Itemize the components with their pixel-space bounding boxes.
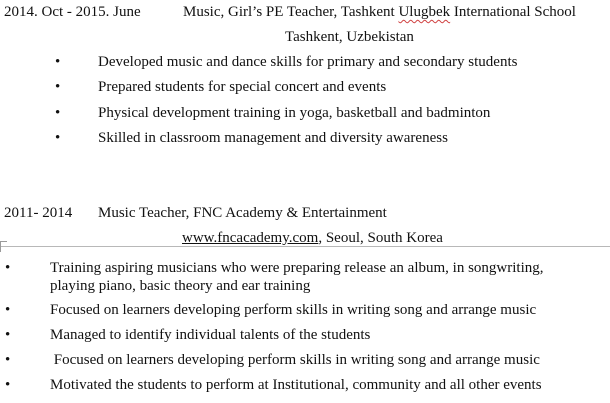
page-margin-marker xyxy=(0,241,7,252)
job1-dates: 2014. Oct - 2015. June xyxy=(4,4,141,20)
website-link[interactable]: www.fncacademy.com xyxy=(182,230,319,246)
bullet-marker: • xyxy=(5,377,11,393)
bullet-marker: • xyxy=(5,352,11,368)
bullet-marker: • xyxy=(55,79,61,95)
job1-title xyxy=(183,3,576,21)
bullet-marker: • xyxy=(5,302,11,318)
job2-location: , Seoul, South Korea xyxy=(318,230,443,246)
list-item: Training aspiring musicians who were preparing release an album, in songwriting, playing piano, basic theory and ear training xyxy=(50,260,544,294)
list-item: Motivated the students to perform at Institutional, community and all other events xyxy=(50,377,542,393)
list-item: Prepared students for special concert and events xyxy=(98,79,387,95)
bullet-marker: • xyxy=(5,260,11,276)
list-item: Skilled in classroom management and diversity awareness xyxy=(98,130,448,146)
job1-location: Tashkent, Uzbekistan xyxy=(285,29,414,45)
bullet-marker: • xyxy=(55,130,61,146)
page-break-line xyxy=(0,246,610,247)
job2-location-line xyxy=(182,229,443,247)
job1-title-flagged-word: Ulugbek xyxy=(398,4,451,20)
bullet-marker: • xyxy=(55,54,61,70)
bullet-marker: • xyxy=(55,105,61,121)
bullet-marker: • xyxy=(5,327,11,343)
list-item: Focused on learners developing perform skills in writing song and arrange music xyxy=(50,302,537,318)
job1-title-end: International School xyxy=(450,4,576,20)
list-item: Managed to identify individual talents of the students xyxy=(50,327,371,343)
job2-dates: 2011- 2014 xyxy=(4,205,73,221)
list-item: Focused on learners developing perform skills in writing song and arrange music xyxy=(50,352,540,368)
job1-title-start: Music, Girl’s PE Teacher, Tashkent xyxy=(183,4,399,20)
list-item: Developed music and dance skills for primary and secondary students xyxy=(98,54,518,70)
job2-title: Music Teacher, FNC Academy & Entertainment xyxy=(98,205,387,221)
list-item: Physical development training in yoga, basketball and badminton xyxy=(98,105,491,121)
